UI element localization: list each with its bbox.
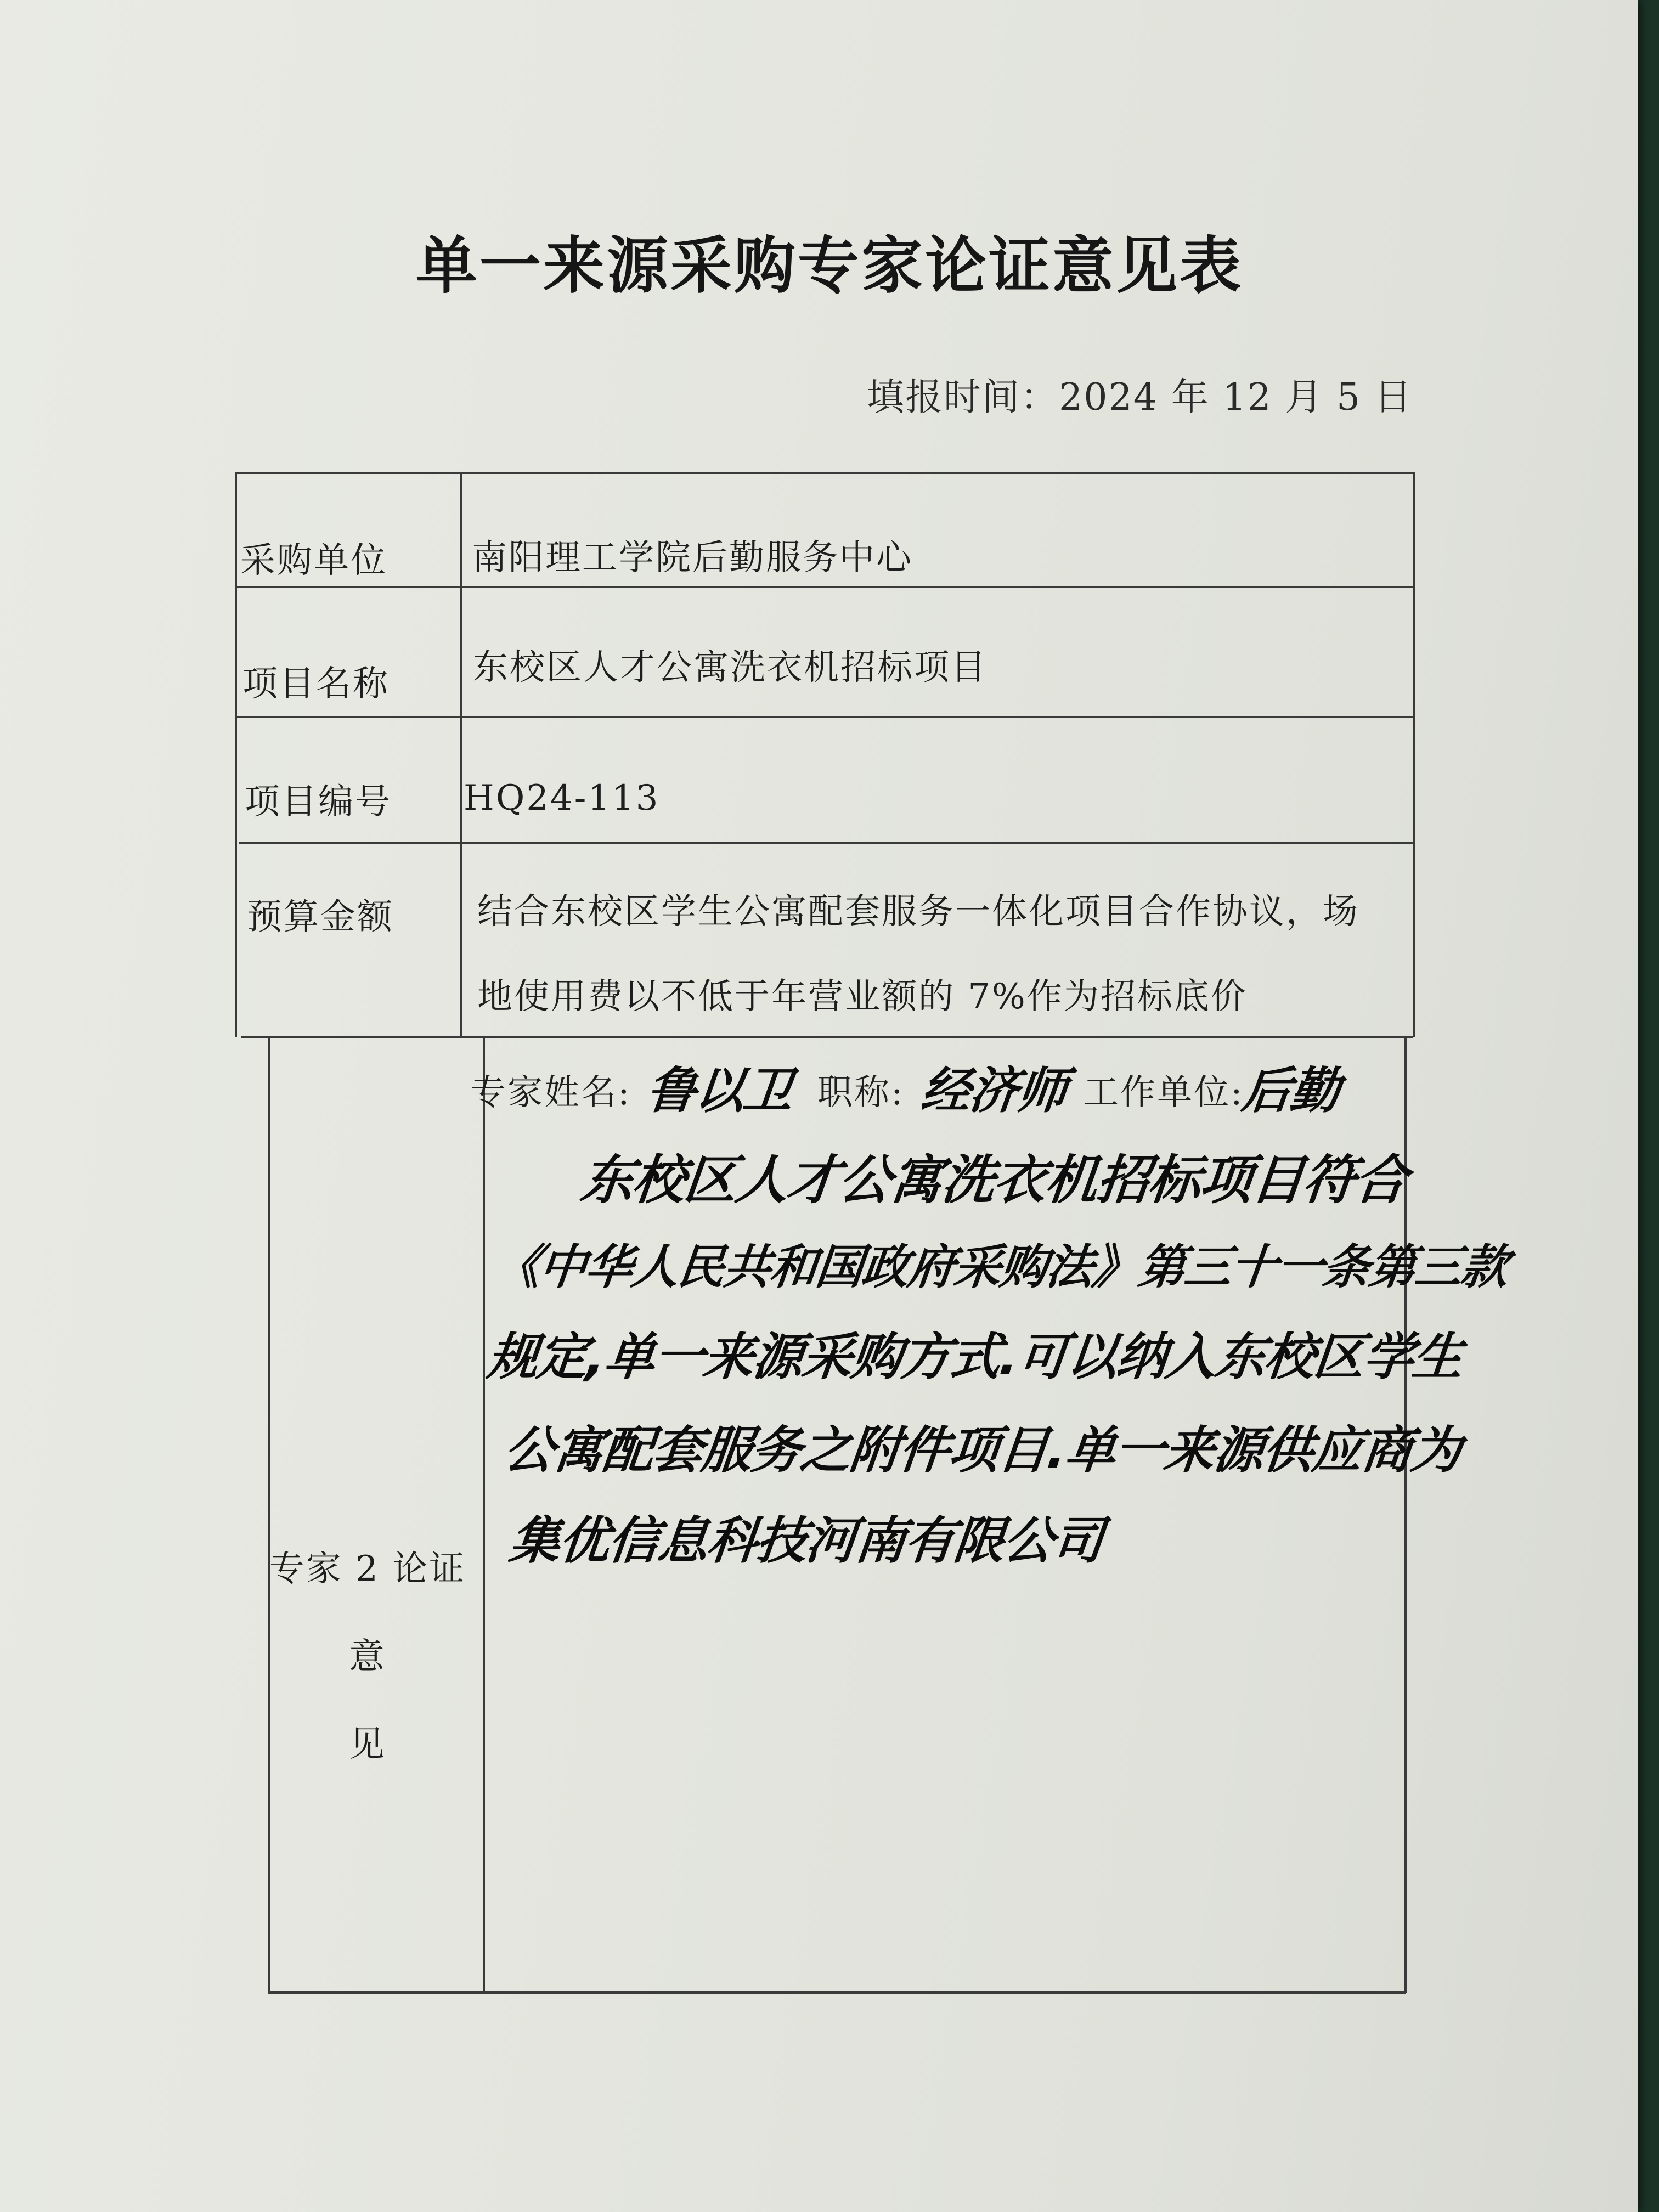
table-row-divider [237,716,1415,718]
table-border-bottom [268,1991,1406,1994]
handwritten-opinion-line: 集优信息科技河南有限公司 [506,1511,1105,1570]
table-border-left [235,472,237,1037]
table-row-divider [235,586,1415,588]
table-border-left [268,1037,270,1993]
expert-title-label: 职称: [817,1073,905,1113]
handwritten-opinion-line: 东校区人才公寓洗衣机招标项目符合 [578,1149,1410,1211]
label-project-name: 项目名称 [242,664,390,704]
fill-date: 填报时间：2024 年 12 月 5 日 [867,376,1413,419]
label-expert-opinion-line2: 见 [349,1724,386,1765]
value-purchasing-unit: 南阳理工学院后勤服务中心 [472,538,913,578]
value-budget-line2: 地使用费以不低于年营业额的 7%作为招标底价 [477,977,1248,1017]
table-column-divider [483,1037,485,1993]
expert-title-handwritten: 经济师 [918,1062,1069,1120]
expert-unit-handwritten: 后勤 [1239,1062,1342,1120]
value-project-number: HQ24-113 [464,778,660,819]
table-row-divider [239,842,1414,844]
label-purchasing-unit: 采购单位 [240,540,387,581]
label-budget: 预算金额 [247,897,394,938]
table-row-divider [241,1036,1413,1038]
table-column-divider [460,472,462,1037]
label-expert-opinion [255,1525,480,1788]
value-project-name: 东校区人才公寓洗衣机招标项目 [473,647,988,688]
handwritten-opinion-line: 《中华人民共和国政府采购法》第三十一条第三款 [490,1240,1510,1295]
label-project-number: 项目编号 [245,782,392,822]
value-budget-line1: 结合东校区学生公寓配套服务一体化项目合作协议，场 [477,891,1359,932]
table-border-top [235,472,1415,474]
handwritten-opinion-line: 规定,单一来源采购方式.可以纳入东校区学生 [484,1328,1465,1386]
label-expert-opinion-line1: 专家 2 论证意 [269,1549,466,1677]
expert-unit-label: 工作单位: [1084,1073,1244,1113]
handwritten-opinion-line: 公寓配套服务之附件项目.单一来源供应商为 [501,1421,1464,1480]
expert-name-label: 专家姓名: [471,1073,631,1113]
table-border-right [1413,472,1415,1037]
expert-name-handwritten: 鲁以卫 [644,1062,795,1120]
page-title: 单一来源采购专家论证意见表 [416,230,1243,302]
